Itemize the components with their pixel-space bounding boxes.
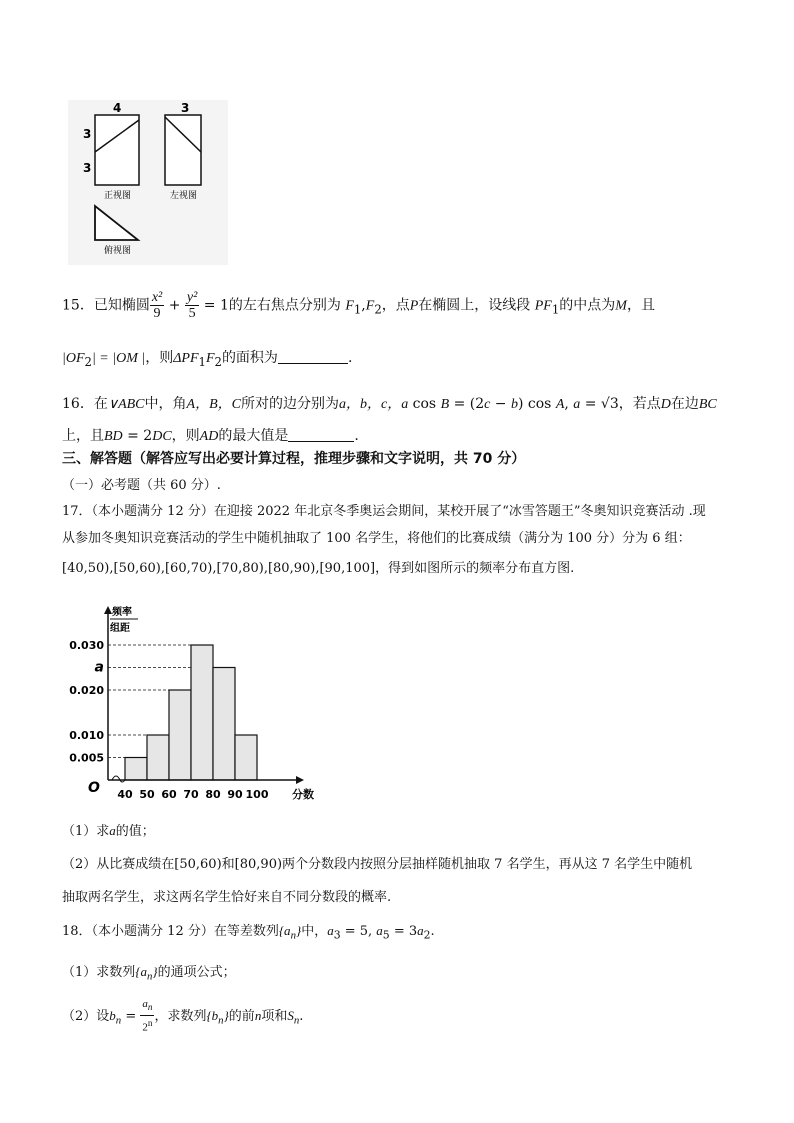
frequency-histogram: [60, 600, 320, 805]
y-tick-label-0: 0.005: [69, 751, 104, 765]
q16-answer-blank[interactable]: [288, 427, 354, 442]
y-axis-arrow: [104, 606, 112, 614]
top-view-label: 俯视图: [104, 246, 132, 256]
histogram-bar-0: [125, 758, 147, 781]
y-tick-label-4: 0.030: [69, 639, 104, 652]
section-title: 三、解答题（解答应写出必要计算过程，推理步骤和文字说明，共 70 分）: [62, 451, 526, 467]
x-tick-label-4: 80: [205, 788, 221, 801]
x-tick-label-1: 50: [139, 788, 155, 801]
q17-line2: 从参加冬奥知识竞赛活动的学生中随机抽取了 100 名学生，将他们的比赛成绩（满分为 100 分）分为 6 组：: [62, 531, 691, 546]
q15-line1: 15．已知椭圆 $\frac{\text{x²}}{9}$ + $\frac{\text{y²}}{5}$ = 1的左右焦点分别为 $F_1,F_2$，点P在椭圆上，设线段 $PF_1$的中点为M，且: [62, 290, 655, 321]
x-axis-arrow: [296, 776, 304, 784]
x-tick-label-3: 70: [183, 788, 199, 801]
q16-line2: 上，且BD = 2DC，则AD的最大值是 .: [62, 428, 359, 444]
side-view: [165, 115, 201, 185]
histogram-bar-4: [213, 668, 235, 781]
x-tick-label-0: 40: [117, 788, 133, 801]
section-subtitle: （一）必考题（共 60 分）.: [62, 478, 221, 493]
y-tick-label-2: 0.020: [69, 684, 104, 697]
y-label-bottom: 组距: [110, 623, 130, 634]
x-tick-label-5: 90: [227, 788, 243, 801]
front-view-left-dim-1: 3: [83, 127, 92, 141]
q18-part1: （1）求数列$\{a_n\}$的通项公式；: [62, 964, 236, 983]
q18-line1: 18．（本小题满分 12 分）在等差数列$\{a_n\}$中，$a_3 = 5$, $a_5 = 3a_2$.: [62, 923, 435, 942]
q17-part2-line1: （2）从比赛成绩在[50,60)和[80,90)两个分数段内按照分层抽样随机抽取 7 名学生，再从这 7 名学生中随机: [62, 857, 693, 872]
x-axis-label: 分数: [292, 788, 314, 801]
q15-answer-blank[interactable]: [278, 349, 348, 364]
q17-part2-line2: 抽取两名学生，求这两名学生恰好来自不同分数段的概率.: [62, 890, 392, 905]
q17-part1: （1）求a的值；: [62, 823, 155, 839]
histogram-bar-5: [235, 735, 257, 780]
front-view-left-dim-2: 3: [83, 161, 92, 175]
front-view-label: 正视图: [104, 191, 132, 201]
q16-line1: 16．在∨ABC中，角A，B，C所对的边分别为a，b，c，a cos B = (2c − b) cos A, a = √3，若点D在边BC: [62, 396, 717, 412]
q18-part2: （2）设$b_n$ = $\frac{a_n}{2^n}$ ，求数列$\{b_n\}$的前n项和$S_n$.: [62, 998, 304, 1034]
histogram-bar-2: [169, 690, 191, 780]
q15-line2: $|OF_2| = |OM$ |，则$\Delta PF_1F_2$的面积为 .: [62, 350, 353, 369]
y-label-top: 频率: [112, 607, 132, 618]
q17-line3: [40,50),[50,60),[60,70),[70,80),[80,90),[90,100]，得到如图所示的频率分布直方图.: [62, 561, 575, 576]
histogram-bar-3: [191, 645, 213, 780]
q17-line1: 17．（本小题满分 12 分）在迎接 2022 年北京冬季奥运会期间，某校开展了“冰雪答题王”冬奥知识竞赛活动 .现: [62, 504, 706, 519]
three-views-figure: [68, 100, 238, 270]
side-view-label: 左视图: [170, 191, 198, 201]
y-tick-label-1: 0.010: [69, 729, 104, 742]
front-view-top-dim: 4: [113, 101, 122, 115]
origin-label: O: [88, 780, 100, 796]
side-view-top-dim: 3: [181, 101, 190, 115]
x-tick-label-2: 60: [161, 788, 177, 801]
y-tick-label-3: a: [94, 659, 104, 676]
x-tick-label-6: 100: [245, 788, 269, 801]
axis-break: [112, 776, 125, 782]
histogram-bar-1: [147, 735, 169, 780]
